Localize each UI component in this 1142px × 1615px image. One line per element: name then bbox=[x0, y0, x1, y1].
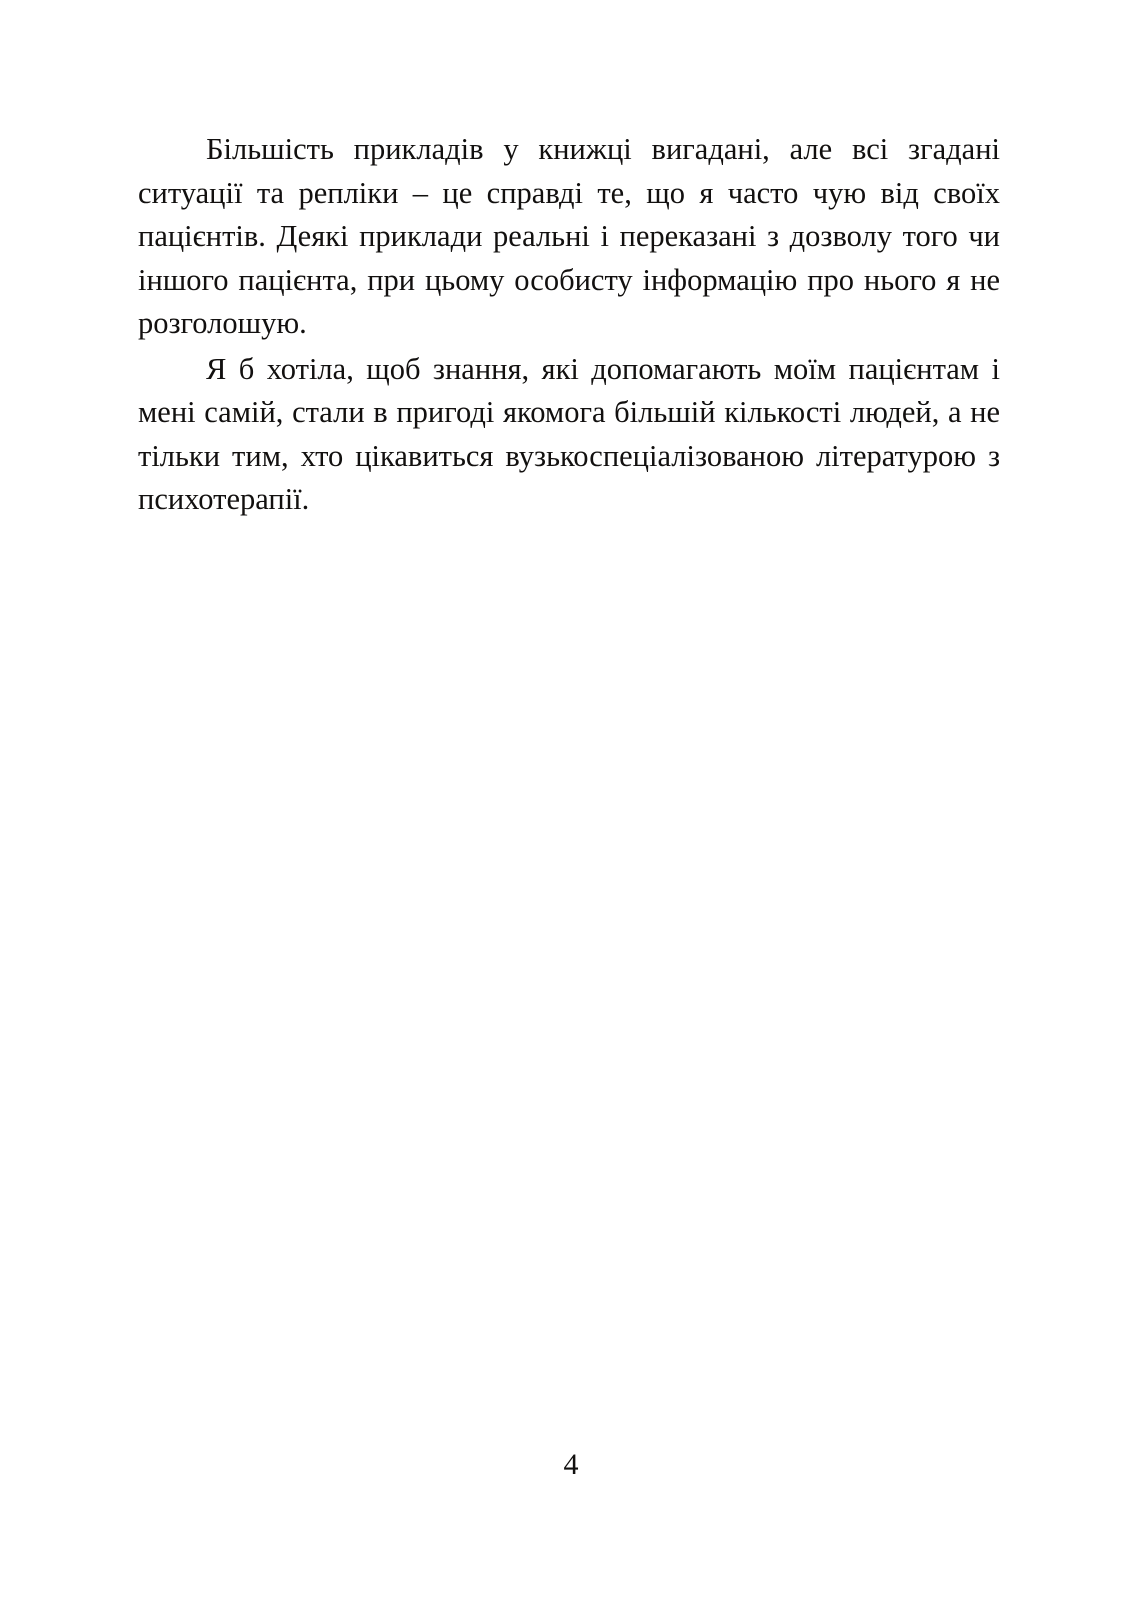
paragraph-1: Більшість прикладів у книжці вигадані, але всі згадані ситуації та репліки – це справді те, що я часто чую від своїх пацієнтів. Деякі приклади реальні і переказані з дозволу того чи іншого пацієнта, при цьому особисту інформацію про нього я не розголошую. bbox=[138, 132, 1000, 340]
paragraph-2: Я б хотіла, щоб знання, які допомагають моїм пацієнтам і мені самій, стали в пригоді якомога більшій кількості людей, а не тільки тим, хто цікавиться вузькоспеціалізованою літературою з психотерапії. bbox=[138, 351, 1000, 516]
page-number: 4 bbox=[563, 1448, 579, 1481]
body-text bbox=[138, 128, 1000, 522]
